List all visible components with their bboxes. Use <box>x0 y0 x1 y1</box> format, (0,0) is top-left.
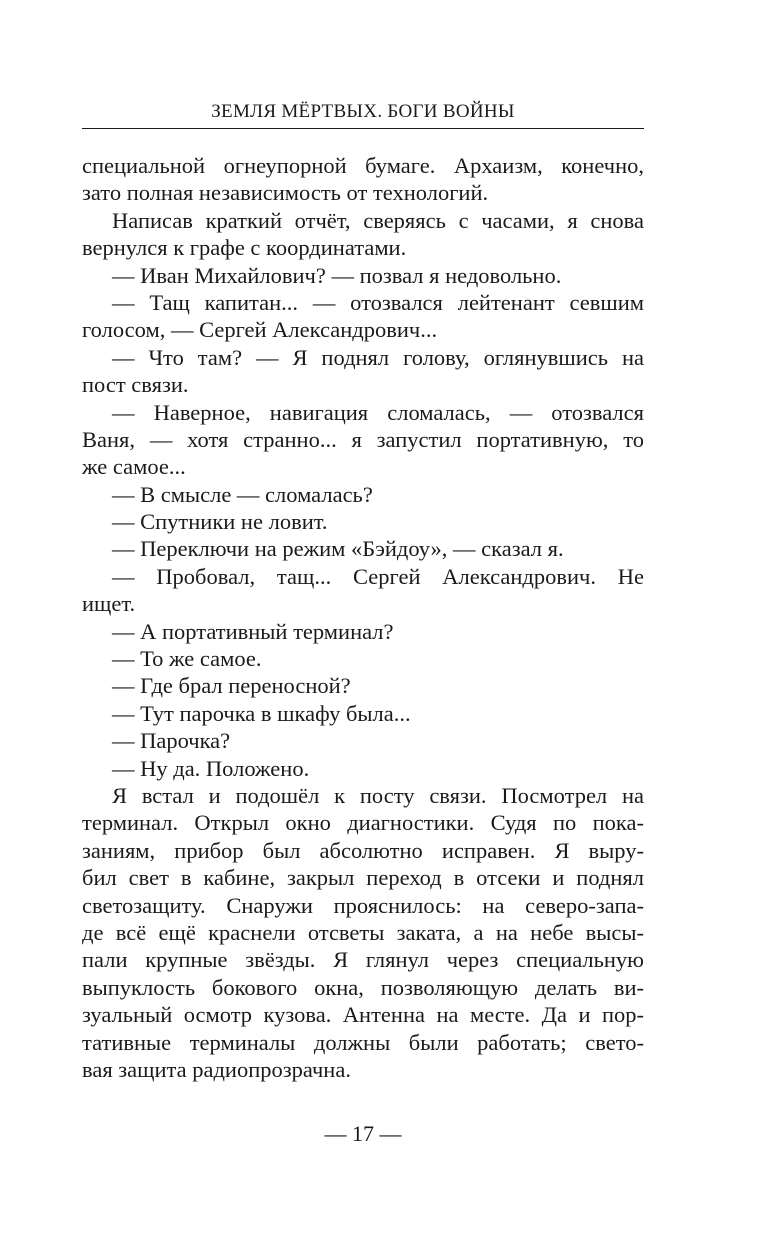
text-line: голосом, — Сергей Александрович... <box>82 317 438 343</box>
text-line: — В смысле — сломалась? <box>112 481 373 507</box>
text-line: Написав краткий отчёт, сверяясь с часами, я снова <box>112 207 644 233</box>
text-line: бил свет в кабине, закрыл переход в отсеки и поднял <box>82 865 644 891</box>
text-line: же самое... <box>82 454 186 480</box>
text-line: — Переключи на режим «Бэйдоу», — сказал я. <box>112 536 564 562</box>
page-body <box>82 152 644 1083</box>
text-line: специальной огнеупорной бумаге. Архаизм, конечно, <box>82 153 644 178</box>
text-line: — Пробовал, тащ... Сергей Александрович. Не <box>112 563 644 589</box>
text-line: Ваня, — хотя странно... я запустил портативную, то <box>82 426 644 452</box>
text-line: зато полная независимость от технологий. <box>82 180 489 206</box>
text-line: пали крупные звёзды. Я глянул через специальную <box>82 947 644 973</box>
text-line: — Парочка? <box>112 728 231 754</box>
text-line: — То же самое. <box>112 646 262 672</box>
running-head: ЗЕМЛЯ МЁРТВЫХ. БОГИ ВОЙНЫ <box>211 101 515 122</box>
text-line: выпуклость бокового окна, позволяющую делать ви- <box>82 974 644 1000</box>
text-line: тативные терминалы должны были работать; свето- <box>82 1029 644 1055</box>
text-line: де всё ещё краснели отсветы заката, а на небе высы- <box>82 919 644 945</box>
text-line: заниям, прибор был абсолютно исправен. Я выру- <box>82 837 644 863</box>
text-line: — Наверное, навигация сломалась, — отозвался <box>112 399 644 425</box>
text-line: — А портативный терминал? <box>112 618 394 644</box>
header-rule <box>82 128 644 129</box>
text-line: — Что там? — Я поднял голову, оглянувшись на <box>112 344 644 370</box>
text-line: — Иван Михайлович? — позвал я недовольно. <box>112 262 562 288</box>
text-line: зуальный осмотр кузова. Антенна на месте. Да и пор- <box>82 1002 644 1028</box>
text-line: пост связи. <box>82 372 189 398</box>
text-line: Я встал и подошёл к посту связи. Посмотрел на <box>112 782 644 808</box>
text-line: — Ну да. Положено. <box>112 755 310 781</box>
text-line: вернулся к графе с координатами. <box>82 235 407 261</box>
text-line: вая защита радиопрозрачна. <box>82 1056 351 1082</box>
text-line: — Где брал переносной? <box>112 673 351 699</box>
text-line: — Спутники не ловит. <box>112 509 328 535</box>
text-line: светозащиту. Снаружи прояснилось: на северо-запа- <box>82 892 644 918</box>
text-line: — Тут парочка в шкафу была... <box>112 700 411 726</box>
text-line: — Тащ капитан... — отозвался лейтенант севшим <box>112 289 644 315</box>
text-line: терминал. Открыл окно диагностики. Судя по пока- <box>82 810 644 836</box>
page-number: — 17 — <box>324 1121 402 1146</box>
text-line: ищет. <box>82 591 136 617</box>
